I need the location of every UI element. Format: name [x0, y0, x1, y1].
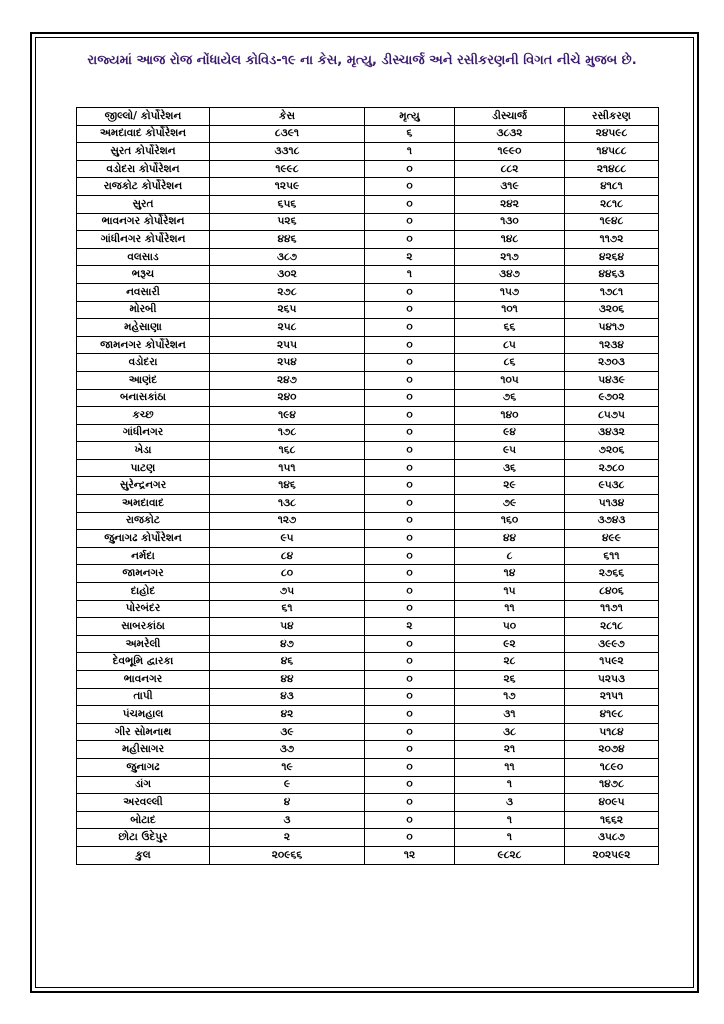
cell-cases: ૧૯૯૮: [210, 160, 365, 178]
cell-vaccination: ૪૧૮૧: [565, 178, 659, 196]
table-row: [77, 407, 659, 425]
total-label: કુલ: [77, 846, 210, 864]
cell-discharge: ૭૬: [455, 389, 565, 407]
cell-vaccination: ૧૫૯૨: [565, 653, 659, 671]
cell-district: દાહોદ: [77, 583, 210, 601]
table-row: [77, 231, 659, 249]
table-row: [77, 600, 659, 618]
cell-cases: ૩૭: [210, 741, 365, 759]
cell-discharge: ૮૫: [455, 336, 565, 354]
cell-cases: ૮૩૯૧: [210, 125, 365, 143]
cell-district: રાજકોટ કોર્પોરેશન: [77, 178, 210, 196]
cell-vaccination: ૨૦૭૪: [565, 741, 659, 759]
table-row: [77, 758, 659, 776]
cell-cases: ૧૨૭: [210, 512, 365, 530]
cell-vaccination: ૩૫૮૭: [565, 829, 659, 847]
cell-discharge: ૨૯: [455, 477, 565, 495]
cell-vaccination: ૫૪૩૯: [565, 371, 659, 389]
header-cases: કેસ: [210, 108, 365, 126]
cell-vaccination: ૨૪૫૯૮: [565, 125, 659, 143]
cell-discharge: ૩૮૩૨: [455, 125, 565, 143]
cell-deaths: ૦: [365, 706, 455, 724]
table-row: [77, 248, 659, 266]
cell-vaccination: ૫૧૮૪: [565, 723, 659, 741]
cell-vaccination: ૫૧૩૪: [565, 495, 659, 513]
cell-cases: ૪૭: [210, 635, 365, 653]
cell-deaths: ૦: [365, 723, 455, 741]
cell-cases: ૯: [210, 776, 365, 794]
cell-discharge: ૧૧: [455, 758, 565, 776]
cell-district: સુરેન્દ્રનગર: [77, 477, 210, 495]
cell-discharge: ૧૪૦: [455, 407, 565, 425]
cell-district: ભરૂચ: [77, 266, 210, 284]
cell-vaccination: ૧૪૫૮૮: [565, 143, 659, 161]
cell-cases: ૨૪૭: [210, 371, 365, 389]
cell-cases: ૪૪૬: [210, 231, 365, 249]
table-row: [77, 723, 659, 741]
cell-vaccination: ૧૭૮૧: [565, 283, 659, 301]
cell-district: ડાંગ: [77, 776, 210, 794]
cell-cases: ૨૫૫: [210, 336, 365, 354]
cell-cases: ૨૫૮: [210, 319, 365, 337]
cell-cases: ૧૯: [210, 758, 365, 776]
cell-deaths: ૦: [365, 600, 455, 618]
cell-district: અમરેલી: [77, 635, 210, 653]
cell-vaccination: ૧૬૬૨: [565, 811, 659, 829]
cell-district: ભાવનગર: [77, 671, 210, 689]
cell-deaths: ૦: [365, 442, 455, 460]
cell-discharge: ૨૬: [455, 671, 565, 689]
cell-district: વલસાડ: [77, 248, 210, 266]
cell-vaccination: ૨૮૧૮: [565, 618, 659, 636]
cell-vaccination: ૩૯૯૭: [565, 635, 659, 653]
cell-cases: ૮૪: [210, 547, 365, 565]
cell-deaths: ૬: [365, 125, 455, 143]
cell-cases: ૫૪: [210, 618, 365, 636]
cell-discharge: ૯૪: [455, 424, 565, 442]
cell-discharge: ૧૪૮: [455, 231, 565, 249]
cell-cases: ૧૩૮: [210, 495, 365, 513]
table-row: [77, 389, 659, 407]
table-row: [77, 424, 659, 442]
cell-vaccination: ૧૪૭૮: [565, 776, 659, 794]
cell-district: અમદાવાદ: [77, 495, 210, 513]
cell-district: તાપી: [77, 688, 210, 706]
cell-vaccination: ૬૧૧: [565, 547, 659, 565]
cell-district: અરવલ્લી: [77, 794, 210, 812]
cell-deaths: ૦: [365, 459, 455, 477]
cell-deaths: ૦: [365, 512, 455, 530]
cell-discharge: ૧: [455, 829, 565, 847]
cell-district: બનાસકાંઠા: [77, 389, 210, 407]
cell-deaths: ૦: [365, 389, 455, 407]
cell-deaths: ૦: [365, 688, 455, 706]
cell-deaths: ૦: [365, 319, 455, 337]
cell-vaccination: ૨૧૫૧: [565, 688, 659, 706]
table-row: [77, 811, 659, 829]
cell-discharge: ૬૬: [455, 319, 565, 337]
cell-deaths: ૦: [365, 653, 455, 671]
total-discharge: ૯૮૨૮: [455, 846, 565, 864]
table-row: [77, 459, 659, 477]
cell-district: નર્મદા: [77, 547, 210, 565]
cell-discharge: ૩૧: [455, 706, 565, 724]
cell-cases: ૩૩૧૮: [210, 143, 365, 161]
document-title: રાજ્યમાં આજ રોજ નોંધાયેલ કોવિડ-૧૯ ના કેસ, મૃત્યુ, ડીસ્ચાર્જ અને રસીકરણની વિગત નીચે મુજબ છે.: [87, 53, 637, 68]
cell-cases: ૪૪: [210, 671, 365, 689]
cell-vaccination: ૪૯૯: [565, 530, 659, 548]
cell-vaccination: ૮૪૦૬: [565, 583, 659, 601]
cell-cases: ૪૩: [210, 688, 365, 706]
cell-district: રાજકોટ: [77, 512, 210, 530]
table-row: [77, 547, 659, 565]
cell-discharge: ૩૪૭: [455, 266, 565, 284]
table-row: [77, 653, 659, 671]
table-row: [77, 495, 659, 513]
cell-discharge: ૭૯: [455, 495, 565, 513]
covid-table: [76, 107, 659, 865]
cell-vaccination: ૧૯૪૮: [565, 213, 659, 231]
cell-discharge: ૨૮: [455, 653, 565, 671]
table-row: [77, 794, 659, 812]
cell-district: બોટાદ: [77, 811, 210, 829]
cell-cases: ૩: [210, 811, 365, 829]
cell-deaths: ૦: [365, 495, 455, 513]
cell-cases: ૩૮૭: [210, 248, 365, 266]
cell-discharge: ૮૮૨: [455, 160, 565, 178]
cell-cases: ૭૫: [210, 583, 365, 601]
cell-discharge: ૨૧૭: [455, 248, 565, 266]
cell-district: વડોદરા: [77, 354, 210, 372]
cell-discharge: ૫૦: [455, 618, 565, 636]
cell-cases: ૪: [210, 794, 365, 812]
cell-vaccination: ૪૪૬૩: [565, 266, 659, 284]
table-row: [77, 283, 659, 301]
cell-deaths: ૦: [365, 583, 455, 601]
table-row: [77, 336, 659, 354]
cell-deaths: ૦: [365, 794, 455, 812]
cell-cases: ૧૯૪: [210, 407, 365, 425]
cell-district: જામનગર કોર્પોરેશન: [77, 336, 210, 354]
cell-discharge: ૮૬: [455, 354, 565, 372]
cell-vaccination: ૧૧૭૧: [565, 600, 659, 618]
cell-deaths: ૨: [365, 618, 455, 636]
cell-district: સાબરકાંઠા: [77, 618, 210, 636]
cell-discharge: ૧૦૫: [455, 371, 565, 389]
cell-discharge: ૨૪૨: [455, 195, 565, 213]
cell-discharge: ૩૧૯: [455, 178, 565, 196]
cell-cases: ૧૭૮: [210, 424, 365, 442]
cell-cases: ૧૫૧: [210, 459, 365, 477]
table-row: [77, 266, 659, 284]
cell-district: નવસારી: [77, 283, 210, 301]
cell-deaths: ૦: [365, 811, 455, 829]
cell-vaccination: ૫૨૫૩: [565, 671, 659, 689]
cell-vaccination: ૯૫૩૮: [565, 477, 659, 495]
header-vaccination: રસીકરણ: [565, 108, 659, 126]
cell-discharge: ૩૬: [455, 459, 565, 477]
cell-deaths: ૦: [365, 565, 455, 583]
table-row: [77, 125, 659, 143]
cell-vaccination: ૨૭૬૬: [565, 565, 659, 583]
cell-deaths: ૦: [365, 407, 455, 425]
cell-district: મહેસાણા: [77, 319, 210, 337]
cell-vaccination: ૧૮૯૦: [565, 758, 659, 776]
table-row: [77, 565, 659, 583]
table-header-row: [77, 108, 659, 126]
table-row: [77, 671, 659, 689]
cell-district: ખેડા: [77, 442, 210, 460]
cell-discharge: ૮: [455, 547, 565, 565]
cell-deaths: ૦: [365, 477, 455, 495]
cell-cases: ૨૪૦: [210, 389, 365, 407]
table-row: [77, 195, 659, 213]
cell-district: ભાવનગર કોર્પોરેશન: [77, 213, 210, 231]
cell-cases: ૨: [210, 829, 365, 847]
cell-district: જુનાગઢ: [77, 758, 210, 776]
cell-vaccination: ૭૨૦૬: [565, 442, 659, 460]
table-row: [77, 160, 659, 178]
cell-cases: ૨૬૫: [210, 301, 365, 319]
cell-vaccination: ૨૮૧૮: [565, 195, 659, 213]
cell-deaths: ૦: [365, 758, 455, 776]
cell-cases: ૬૧: [210, 600, 365, 618]
cell-district: દેવભૂમિ દ્વારકા: [77, 653, 210, 671]
cell-cases: ૨૭૮: [210, 283, 365, 301]
cell-district: વડોદરા કોર્પોરેશન: [77, 160, 210, 178]
cell-district: આણંદ: [77, 371, 210, 389]
cell-discharge: ૧૭: [455, 688, 565, 706]
cell-vaccination: ૮૫૭૫: [565, 407, 659, 425]
table-total-row: [77, 846, 659, 864]
cell-discharge: ૧૬૦: [455, 512, 565, 530]
cell-district: કચ્છ: [77, 407, 210, 425]
cell-cases: ૩૯: [210, 723, 365, 741]
cell-deaths: ૦: [365, 301, 455, 319]
table-row: [77, 301, 659, 319]
table-row: [77, 706, 659, 724]
cell-cases: ૪૨: [210, 706, 365, 724]
table-row: [77, 442, 659, 460]
cell-deaths: ૦: [365, 336, 455, 354]
cell-discharge: ૪૪: [455, 530, 565, 548]
cell-vaccination: ૯૭૦૨: [565, 389, 659, 407]
cell-discharge: ૧૫: [455, 583, 565, 601]
cell-district: પંચમહાલ: [77, 706, 210, 724]
cell-district: ગાંધીનગર: [77, 424, 210, 442]
cell-deaths: ૦: [365, 829, 455, 847]
cell-deaths: ૦: [365, 671, 455, 689]
cell-district: ગીર સોમનાથ: [77, 723, 210, 741]
table-row: [77, 319, 659, 337]
cell-deaths: ૧: [365, 266, 455, 284]
cell-district: છોટા ઉદેપુર: [77, 829, 210, 847]
table-row: [77, 618, 659, 636]
table-row: [77, 776, 659, 794]
cell-vaccination: ૨૧૪૮૮: [565, 160, 659, 178]
cell-cases: ૯૫: [210, 530, 365, 548]
cell-deaths: ૦: [365, 160, 455, 178]
header-district: જીલ્લો/ કોર્પોરેશન: [77, 108, 210, 126]
table-row: [77, 583, 659, 601]
cell-cases: ૩૦૨: [210, 266, 365, 284]
cell-discharge: ૩૮: [455, 723, 565, 741]
cell-vaccination: ૪૨૬૪: [565, 248, 659, 266]
table-row: [77, 213, 659, 231]
cell-district: પાટણ: [77, 459, 210, 477]
cell-vaccination: ૩૭૪૩: [565, 512, 659, 530]
table-row: [77, 688, 659, 706]
table-row: [77, 354, 659, 372]
table-row: [77, 741, 659, 759]
cell-cases: ૫૨૬: [210, 213, 365, 231]
cell-cases: ૧૬૮: [210, 442, 365, 460]
cell-vaccination: ૧૧૭૨: [565, 231, 659, 249]
cell-deaths: ૦: [365, 635, 455, 653]
table-row: [77, 530, 659, 548]
cell-discharge: ૧૪: [455, 565, 565, 583]
cell-discharge: ૯૫: [455, 442, 565, 460]
cell-discharge: ૩: [455, 794, 565, 812]
cell-cases: ૧૨૫૯: [210, 178, 365, 196]
cell-deaths: ૦: [365, 530, 455, 548]
cell-discharge: ૧: [455, 811, 565, 829]
cell-district: જુનાગઢ કોર્પોરેશન: [77, 530, 210, 548]
cell-district: મોરબી: [77, 301, 210, 319]
cell-discharge: ૧૧: [455, 600, 565, 618]
cell-cases: ૧૪૬: [210, 477, 365, 495]
cell-discharge: ૧: [455, 776, 565, 794]
cell-deaths: ૦: [365, 371, 455, 389]
table-row: [77, 512, 659, 530]
cell-cases: ૬૫૬: [210, 195, 365, 213]
table-row: [77, 477, 659, 495]
cell-vaccination: ૩૪૩૨: [565, 424, 659, 442]
cell-deaths: ૧: [365, 143, 455, 161]
cell-deaths: ૦: [365, 178, 455, 196]
cell-district: સુરત કોર્પોરેશન: [77, 143, 210, 161]
cell-deaths: ૨: [365, 248, 455, 266]
cell-deaths: ૦: [365, 283, 455, 301]
cell-deaths: ૦: [365, 195, 455, 213]
table-row: [77, 371, 659, 389]
table-body: [77, 125, 659, 846]
cell-vaccination: ૩૨૦૬: [565, 301, 659, 319]
total-deaths: ૧૨: [365, 846, 455, 864]
cell-deaths: ૦: [365, 424, 455, 442]
cell-district: મહીસાગર: [77, 741, 210, 759]
table-row: [77, 178, 659, 196]
cell-vaccination: ૫૪૧૭: [565, 319, 659, 337]
cell-vaccination: ૪૦૯૫: [565, 794, 659, 812]
header-discharge: ડીસ્ચાર્જ: [455, 108, 565, 126]
cell-discharge: ૧૫૭: [455, 283, 565, 301]
total-vaccination: ૨૦૨૫૯૨: [565, 846, 659, 864]
cell-cases: ૪૬: [210, 653, 365, 671]
cell-deaths: ૦: [365, 776, 455, 794]
cell-discharge: ૧૩૦: [455, 213, 565, 231]
cell-cases: ૮૦: [210, 565, 365, 583]
table-row: [77, 635, 659, 653]
cell-deaths: ૦: [365, 213, 455, 231]
cell-district: જામનગર: [77, 565, 210, 583]
header-deaths: મૃત્યુ: [365, 108, 455, 126]
cell-deaths: ૦: [365, 231, 455, 249]
cell-deaths: ૦: [365, 741, 455, 759]
cell-cases: ૨૫૪: [210, 354, 365, 372]
cell-vaccination: ૨૭૦૩: [565, 354, 659, 372]
cell-vaccination: ૧૨૩૪: [565, 336, 659, 354]
cell-vaccination: ૪૧૯૮: [565, 706, 659, 724]
cell-discharge: ૨૧: [455, 741, 565, 759]
table-row: [77, 143, 659, 161]
cell-discharge: ૧૦૧: [455, 301, 565, 319]
table-row: [77, 829, 659, 847]
cell-district: સુરત: [77, 195, 210, 213]
cell-discharge: ૯૨: [455, 635, 565, 653]
cell-district: ગાંધીનગર કોર્પોરેશન: [77, 231, 210, 249]
cell-discharge: ૧૯૯૦: [455, 143, 565, 161]
cell-district: પોરબંદર: [77, 600, 210, 618]
cell-district: અમદાવાદ કોર્પોરેશન: [77, 125, 210, 143]
cell-deaths: ૦: [365, 354, 455, 372]
cell-vaccination: ૨૭૮૦: [565, 459, 659, 477]
total-cases: ૨૦૯૬૬: [210, 846, 365, 864]
cell-deaths: ૦: [365, 547, 455, 565]
